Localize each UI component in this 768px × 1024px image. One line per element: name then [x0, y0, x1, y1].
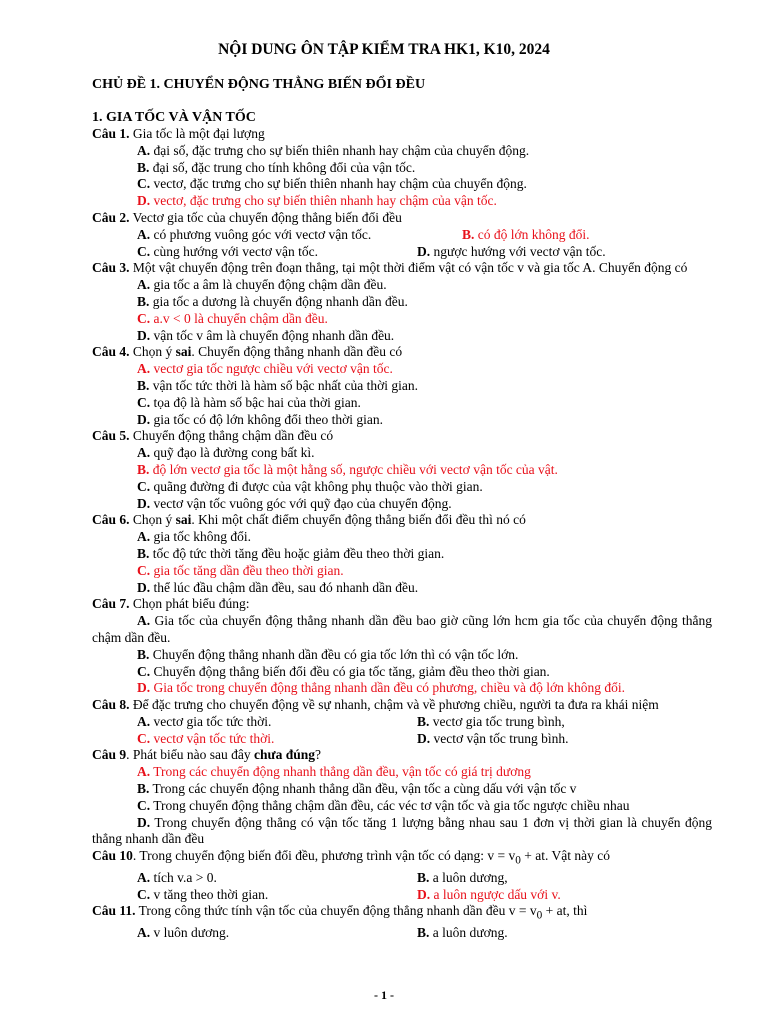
option-label: D.	[417, 886, 431, 902]
option-d	[417, 731, 712, 748]
question-text: . Khi một chất điểm chuyển động thẳng biến đổi đều thì nó có	[191, 512, 526, 528]
option-text: Gia tốc của chuyển động thẳng nhanh dần đều bao giờ cũng lớn hcm gia tốc của chuyển động thẳng chậm dần đều.	[92, 613, 713, 645]
question-text: Trong công thức tính vận tốc của chuyển động thẳng nhanh dần đều v = v	[135, 903, 537, 919]
question-2	[92, 210, 712, 227]
option-label: C.	[137, 394, 151, 410]
option-label: D.	[137, 680, 151, 696]
option-d-answer	[92, 680, 712, 697]
question-8	[92, 697, 712, 714]
option-text: quãng đường đi được của vật không phụ thuộc vào thời gian.	[153, 478, 483, 494]
option-b-answer	[92, 462, 712, 479]
question-number: Câu 4.	[92, 344, 130, 360]
question-9	[92, 747, 712, 764]
question-number: Câu 1.	[92, 126, 130, 141]
option-b	[92, 546, 712, 563]
option-b	[417, 714, 712, 731]
option-text: có độ lớn không đổi.	[477, 226, 590, 242]
option-a	[92, 870, 417, 887]
option-row	[92, 925, 712, 942]
option-c-answer	[92, 731, 417, 748]
option-b	[417, 870, 712, 887]
option-label: A.	[137, 869, 151, 885]
option-text: thể lúc đầu chậm dần đều, sau đó nhanh dần đều.	[153, 579, 419, 595]
option-c	[92, 176, 712, 193]
option-text: tích v.a > 0.	[153, 869, 217, 885]
option-text: a luôn dương,	[432, 869, 508, 885]
question-number: Câu 6.	[92, 512, 130, 528]
option-text: Chuyển động thẳng biến đổi đều có gia tốc tăng, giảm đều theo thời gian.	[153, 663, 550, 679]
option-label: A.	[137, 924, 151, 940]
subscript: 0	[515, 854, 521, 867]
option-text: vectơ, đặc trưng cho sự biến thiên nhanh hay chậm của chuyển động.	[153, 176, 527, 192]
option-label: A.	[137, 226, 151, 242]
option-label: B.	[417, 924, 430, 940]
option-label: C.	[137, 886, 151, 902]
question-text: . Chuyển động thẳng nhanh dần đều có	[191, 344, 403, 360]
option-d	[92, 580, 712, 597]
option-a	[92, 277, 712, 294]
question-text: . Phát biểu nào sau đây	[126, 747, 254, 763]
option-row	[92, 714, 712, 731]
question-list	[92, 109, 712, 942]
question-number: Câu 11.	[92, 903, 136, 919]
option-text: v luôn dương.	[153, 924, 230, 940]
option-a	[92, 143, 712, 160]
option-c-answer	[92, 311, 712, 328]
question-emphasis: sai	[175, 512, 192, 528]
question-text: + at. Vật này có	[520, 848, 611, 864]
option-text: vectơ vận tốc tức thời.	[153, 730, 275, 746]
option-text: đại số, đặc trung cho tính không đổi của vận tốc.	[152, 159, 416, 175]
option-text: gia tốc có độ lớn không đổi theo thời gian.	[153, 411, 383, 427]
option-label: C.	[137, 243, 151, 259]
option-label: B.	[137, 461, 150, 477]
option-label: B.	[137, 781, 150, 797]
option-text: Trong chuyển động thẳng chậm dần đều, các véc tơ vận tốc và gia tốc ngược chiều nhau	[153, 797, 630, 813]
option-text: Trong chuyển động thẳng có vận tốc tăng 1 lượng bằng nhau sau 1 đơn vị thời gian là chuyển động thẳng nhanh dần đều	[92, 814, 712, 847]
option-text: có phương vuông góc với vectơ vận tốc.	[153, 226, 372, 242]
option-c	[92, 798, 712, 815]
option-d	[92, 412, 712, 429]
option-text: Trong các chuyển động nhanh thẳng dần đều, vận tốc a cùng dấu với vận tốc v	[152, 781, 577, 797]
question-1	[92, 126, 712, 143]
option-text: gia tốc tăng dần đều theo thời gian.	[153, 562, 344, 578]
option-label: B.	[137, 646, 150, 662]
option-label: D.	[137, 814, 151, 830]
option-label: C.	[137, 562, 151, 578]
question-emphasis: chưa đúng	[254, 747, 316, 763]
option-text: vectơ gia tốc ngược chiều với vectơ vận tốc.	[153, 361, 393, 377]
question-11	[92, 903, 712, 924]
option-text: Chuyển động thẳng nhanh dần đều có gia tốc lớn thì có vận tốc lớn.	[152, 646, 519, 662]
option-b	[92, 647, 712, 664]
option-row	[92, 887, 712, 904]
option-label: A.	[137, 277, 151, 293]
option-label: D.	[137, 579, 151, 595]
question-7	[92, 596, 712, 613]
option-b	[92, 160, 712, 177]
option-label: B.	[137, 545, 150, 561]
option-text: vận tốc tức thời là hàm số bậc nhất của thời gian.	[152, 377, 419, 393]
option-d-answer	[417, 887, 712, 904]
option-label: D.	[417, 243, 431, 259]
option-text: vectơ gia tốc tức thời.	[153, 713, 272, 729]
option-text: vectơ, đặc trưng cho sự biến thiên nhanh hay chậm của vận tốc.	[153, 193, 497, 209]
question-number: Câu 7.	[92, 596, 130, 612]
question-text: . Trong chuyển động biến đổi đều, phương trình vận tốc có dạng: v = v	[132, 848, 516, 864]
option-d	[417, 244, 712, 261]
question-6	[92, 512, 712, 529]
option-label: C.	[137, 663, 151, 679]
question-3	[92, 260, 712, 277]
option-label: C.	[137, 478, 151, 494]
option-row	[92, 870, 712, 887]
option-b	[92, 378, 712, 395]
option-label: A.	[137, 764, 151, 780]
question-text: Gia tốc là một đại lượng	[129, 126, 265, 141]
option-label: B.	[417, 713, 430, 729]
option-label: A.	[137, 613, 151, 629]
option-label: C.	[137, 176, 151, 192]
option-text: gia tốc a dương là chuyển động nhanh dần đều.	[152, 293, 408, 309]
option-c	[92, 664, 712, 681]
option-label: B.	[137, 293, 150, 309]
option-a-answer	[92, 361, 712, 378]
option-b	[92, 294, 712, 311]
question-number: Câu 10	[92, 848, 133, 864]
option-label: B.	[137, 377, 150, 393]
option-text: gia tốc không đổi.	[153, 529, 251, 545]
option-text: a luôn ngược dấu với v.	[433, 886, 561, 902]
option-a	[92, 227, 462, 244]
option-label: D.	[137, 411, 151, 427]
question-emphasis: sai	[175, 344, 192, 360]
option-row	[92, 731, 712, 748]
option-text: a luôn dương.	[432, 924, 508, 940]
option-d	[92, 328, 712, 345]
option-a	[92, 445, 712, 462]
option-text: cùng hướng với vectơ vận tốc.	[153, 243, 318, 259]
option-text: vectơ vận tốc vuông góc với quỹ đạo của chuyển động.	[153, 495, 452, 511]
option-c	[92, 395, 712, 412]
option-a	[92, 925, 417, 942]
option-label: D.	[137, 495, 151, 511]
question-text: Chọn ý	[129, 344, 176, 360]
option-d	[92, 496, 712, 513]
option-text: a.v < 0 là chuyển chậm dần đều.	[153, 310, 328, 326]
question-text: ?	[315, 747, 322, 763]
option-label: B.	[417, 869, 430, 885]
option-a	[92, 529, 712, 546]
option-text: Trong các chuyển động nhanh thẳng dần đều, vận tốc có giá trị dương	[153, 764, 531, 780]
option-text: gia tốc a âm là chuyển động chậm dần đều.	[153, 277, 387, 293]
question-5	[92, 428, 712, 445]
option-label: C.	[137, 730, 151, 746]
option-label: B.	[137, 159, 150, 175]
option-text: ngược hướng với vectơ vận tốc.	[433, 243, 606, 259]
option-a-answer	[92, 764, 712, 781]
page-number: - 1 -	[374, 988, 394, 1002]
option-label: C.	[137, 310, 151, 326]
option-label: A.	[137, 142, 151, 158]
option-b	[92, 781, 712, 798]
option-row	[92, 244, 712, 261]
option-text: vectơ vận tốc trung bình.	[433, 730, 569, 746]
question-text: Chọn phát biểu đúng:	[129, 596, 250, 612]
option-c-answer	[92, 563, 712, 580]
section-heading: 1. GIA TỐC VÀ VẬN TỐC	[92, 110, 256, 125]
question-10	[92, 848, 712, 869]
option-label: A.	[137, 713, 151, 729]
option-label: D.	[137, 327, 151, 343]
question-number: Câu 2.	[92, 209, 130, 225]
option-d-answer	[92, 193, 712, 210]
option-d	[92, 815, 712, 849]
subscript: 0	[536, 910, 543, 923]
option-text: v tăng theo thời gian.	[153, 886, 269, 902]
question-number: Câu 9	[92, 747, 127, 763]
option-label: D.	[417, 730, 431, 746]
question-text: + at, thì	[542, 903, 588, 919]
option-label: C.	[137, 797, 151, 813]
option-text: tọa độ là hàm số bậc hai của thời gian.	[153, 394, 361, 410]
question-text: Chuyển động thẳng chậm dần đều có	[129, 428, 334, 444]
option-text: độ lớn vectơ gia tốc là một hằng số, ngược chiều với vectơ vận tốc của vật.	[152, 461, 558, 477]
question-4	[92, 344, 712, 361]
option-text: Gia tốc trong chuyển động thẳng nhanh dần đều có phương, chiều và độ lớn không đổi.	[153, 680, 625, 696]
question-number: Câu 3.	[92, 260, 130, 276]
page-title: NỘI DUNG ÔN TẬP KIỂM TRA HK1, K10, 2024	[218, 41, 550, 58]
option-label: B.	[462, 226, 475, 242]
option-c	[92, 244, 417, 261]
question-text: Một vật chuyển động trên đoạn thẳng, tại một thời điểm vật có vận tốc v và gia tốc A. Chuyển động có	[129, 260, 688, 276]
option-b	[417, 925, 712, 942]
option-b-answer	[462, 227, 712, 244]
option-text: vận tốc v âm là chuyển động nhanh dần đều.	[153, 327, 395, 343]
option-a	[92, 613, 712, 647]
option-label: D.	[137, 193, 151, 209]
option-label: A.	[137, 445, 151, 461]
option-a	[92, 714, 417, 731]
option-label: A.	[137, 361, 151, 377]
option-label: A.	[137, 529, 151, 545]
question-text: Để đặc trưng cho chuyển động về sự nhanh, chậm và về phương chiều, người ta đưa ra khái niệm	[129, 697, 659, 713]
topic-heading: CHỦ ĐỀ 1. CHUYỂN ĐỘNG THẲNG BIẾN ĐỔI ĐỀU	[92, 77, 426, 92]
question-number: Câu 5.	[92, 428, 130, 444]
option-text: đại số, đặc trưng cho sự biến thiên nhanh hay chậm của chuyển động.	[153, 142, 530, 158]
question-text: Vectơ gia tốc của chuyển động thẳng biến đổi đều	[129, 209, 402, 225]
option-row	[92, 227, 712, 244]
option-text: vectơ gia tốc trung bình,	[432, 713, 565, 729]
question-text: Chọn ý	[129, 512, 176, 528]
option-text: quỹ đạo là đường cong bất kì.	[153, 445, 315, 461]
option-c	[92, 479, 712, 496]
option-c	[92, 887, 417, 904]
option-text: tốc độ tức thời tăng đều hoặc giảm đều theo thời gian.	[152, 545, 445, 561]
question-number: Câu 8.	[92, 697, 130, 713]
